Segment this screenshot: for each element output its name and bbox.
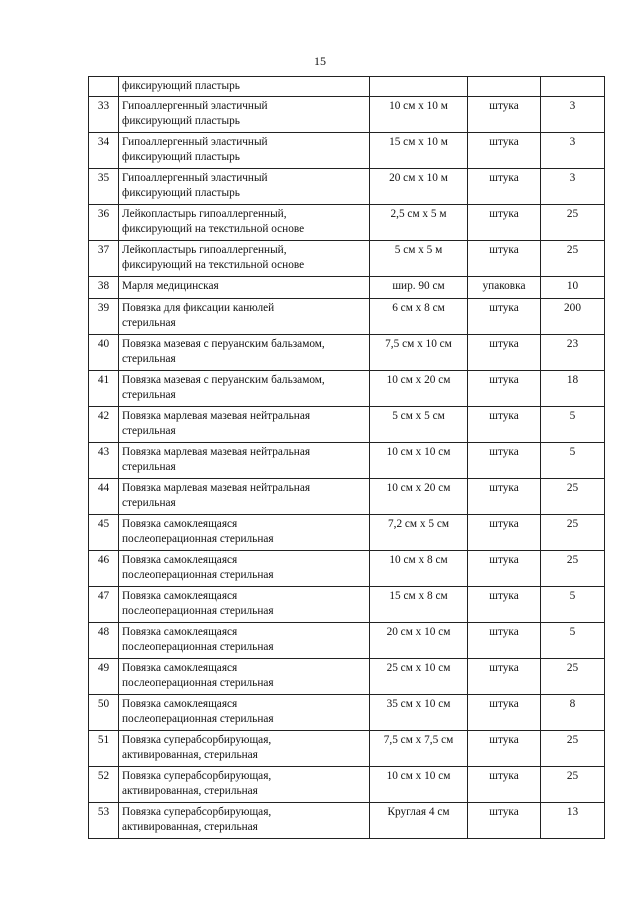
cell-number: 40 — [89, 335, 119, 371]
cell-name-line: активированная, стерильная — [122, 821, 258, 833]
cell-name-line: Повязка самоклеящаяся — [122, 518, 238, 530]
table-row — [89, 731, 605, 767]
cell-name-line: Повязка самоклеящаяся — [122, 590, 238, 602]
cell-quantity: 25 — [541, 659, 605, 695]
cell-size: 7,5 см х 10 см — [370, 335, 468, 371]
cell-name — [119, 299, 370, 335]
cell-name-line: послеоперационная стерильная — [122, 569, 274, 581]
table-row — [89, 623, 605, 659]
cell-name — [119, 767, 370, 803]
cell-quantity: 25 — [541, 479, 605, 515]
cell-name-line: Гипоаллергенный эластичный — [122, 172, 268, 184]
cell-number: 34 — [89, 133, 119, 169]
cell-name — [119, 335, 370, 371]
cell-unit: штука — [468, 299, 541, 335]
cell-name — [119, 241, 370, 277]
cell-quantity: 23 — [541, 335, 605, 371]
cell-name — [119, 97, 370, 133]
cell-size: 10 см х 20 см — [370, 479, 468, 515]
cell-name — [119, 659, 370, 695]
specification-table — [88, 76, 605, 839]
cell-unit: упаковка — [468, 277, 541, 299]
cell-name-line: Лейкопластырь гипоаллергенный, — [122, 244, 287, 256]
cell-unit: штука — [468, 623, 541, 659]
cell-size: 10 см х 10 см — [370, 767, 468, 803]
cell-unit: штука — [468, 241, 541, 277]
cell-name-line: стерильная — [122, 497, 176, 509]
cell-number: 41 — [89, 371, 119, 407]
cell-size: 20 см х 10 м — [370, 169, 468, 205]
cell-name-line: стерильная — [122, 353, 176, 365]
table-row — [89, 277, 605, 299]
cell-name-line: Повязка суперабсорбирующая, — [122, 770, 272, 782]
cell-name-line: активированная, стерильная — [122, 749, 258, 761]
table-body — [89, 77, 605, 839]
cell-unit: штука — [468, 695, 541, 731]
table-row — [89, 695, 605, 731]
cell-size: 10 см х 20 см — [370, 371, 468, 407]
cell-name-line: фиксирующий на текстильной основе — [122, 223, 305, 235]
page-number: 15 — [314, 54, 326, 68]
table-row — [89, 515, 605, 551]
cell-name-line: Повязка самоклеящаяся — [122, 662, 238, 674]
cell-quantity: 25 — [541, 515, 605, 551]
cell-name-line: Гипоаллергенный эластичный — [122, 100, 268, 112]
cell-quantity: 25 — [541, 241, 605, 277]
cell-name-line: стерильная — [122, 317, 176, 329]
cell-size: 35 см х 10 см — [370, 695, 468, 731]
cell-number: 42 — [89, 407, 119, 443]
cell-number: 44 — [89, 479, 119, 515]
cell-number: 43 — [89, 443, 119, 479]
cell-unit: штука — [468, 659, 541, 695]
cell-name-line: послеоперационная стерильная — [122, 533, 274, 545]
cell-number: 49 — [89, 659, 119, 695]
cell-unit: штука — [468, 335, 541, 371]
cell-name-line: стерильная — [122, 461, 176, 473]
cell-unit: штука — [468, 133, 541, 169]
cell-unit: штука — [468, 587, 541, 623]
cell-name-line: послеоперационная стерильная — [122, 641, 274, 653]
cell-name — [119, 695, 370, 731]
cell-quantity: 5 — [541, 443, 605, 479]
table-row — [89, 803, 605, 839]
cell-name-line: послеоперационная стерильная — [122, 677, 274, 689]
cell-quantity: 25 — [541, 731, 605, 767]
cell-size: 15 см х 10 м — [370, 133, 468, 169]
cell-name-line: Повязка суперабсорбирующая, — [122, 806, 272, 818]
cell-size: 6 см х 8 см — [370, 299, 468, 335]
cell-quantity: 5 — [541, 623, 605, 659]
cell-size: шир. 90 см — [370, 277, 468, 299]
cell-number: 39 — [89, 299, 119, 335]
cell-name-line: фиксирующий на текстильной основе — [122, 259, 305, 271]
cell-unit: штука — [468, 407, 541, 443]
cell-name-line: фиксирующий пластырь — [122, 151, 240, 163]
cell-name-line: активированная, стерильная — [122, 785, 258, 797]
table-row — [89, 133, 605, 169]
table-row — [89, 659, 605, 695]
table-row — [89, 371, 605, 407]
cell-name — [119, 371, 370, 407]
cell-unit: штука — [468, 169, 541, 205]
cell-number: 46 — [89, 551, 119, 587]
cell-quantity: 8 — [541, 695, 605, 731]
cell-name — [119, 551, 370, 587]
cell-name — [119, 407, 370, 443]
cell-name-line: Повязка самоклеящаяся — [122, 698, 238, 710]
cell-unit: штука — [468, 205, 541, 241]
cell-name — [119, 277, 370, 299]
cell-name — [119, 515, 370, 551]
table-row — [89, 335, 605, 371]
table-row — [89, 241, 605, 277]
cell-quantity: 200 — [541, 299, 605, 335]
table-row — [89, 767, 605, 803]
cell-name — [119, 205, 370, 241]
cell-quantity: 3 — [541, 97, 605, 133]
cell-quantity: 3 — [541, 169, 605, 205]
cell-name-line: стерильная — [122, 389, 176, 401]
cell-number: 33 — [89, 97, 119, 133]
cell-name — [119, 133, 370, 169]
cell-name-line: Марля медицинская — [122, 280, 219, 292]
cell-size: 5 см х 5 м — [370, 241, 468, 277]
cell-unit: штука — [468, 97, 541, 133]
cell-size: Круглая 4 см — [370, 803, 468, 839]
cell-quantity — [541, 77, 605, 97]
cell-name-line: Повязка самоклеящаяся — [122, 554, 238, 566]
cell-quantity: 13 — [541, 803, 605, 839]
cell-size: 2,5 см х 5 м — [370, 205, 468, 241]
cell-quantity: 3 — [541, 133, 605, 169]
cell-name-line: Лейкопластырь гипоаллергенный, — [122, 208, 287, 220]
cell-number: 48 — [89, 623, 119, 659]
cell-number: 52 — [89, 767, 119, 803]
table-row — [89, 169, 605, 205]
cell-size: 7,5 см х 7,5 см — [370, 731, 468, 767]
cell-name-line: Гипоаллергенный эластичный — [122, 136, 268, 148]
cell-name: фиксирующий пластырь — [119, 77, 370, 97]
cell-name-line: фиксирующий пластырь — [122, 187, 240, 199]
cell-size: 15 см х 8 см — [370, 587, 468, 623]
cell-quantity: 18 — [541, 371, 605, 407]
cell-name — [119, 623, 370, 659]
table-row — [89, 551, 605, 587]
table-row — [89, 205, 605, 241]
cell-name — [119, 803, 370, 839]
cell-name — [119, 443, 370, 479]
cell-quantity: 10 — [541, 277, 605, 299]
table-row — [89, 407, 605, 443]
cell-name-line: Повязка марлевая мазевая нейтральная — [122, 446, 311, 458]
cell-name-line: Повязка марлевая мазевая нейтральная — [122, 410, 311, 422]
cell-unit: штука — [468, 443, 541, 479]
cell-name — [119, 169, 370, 205]
cell-quantity: 25 — [541, 205, 605, 241]
cell-name — [119, 731, 370, 767]
cell-name-line: Повязка мазевая с перуанским бальзамом, — [122, 374, 325, 386]
cell-name-line: послеоперационная стерильная — [122, 605, 274, 617]
cell-number: 50 — [89, 695, 119, 731]
cell-unit — [468, 77, 541, 97]
cell-name-line: Повязка для фиксации канюлей — [122, 302, 275, 314]
cell-size: 10 см х 10 см — [370, 443, 468, 479]
cell-unit: штука — [468, 731, 541, 767]
cell-name-line: Повязка мазевая с перуанским бальзамом, — [122, 338, 325, 350]
cell-quantity: 25 — [541, 551, 605, 587]
cell-name-line: фиксирующий пластырь — [122, 115, 240, 127]
cell-name-line: Повязка самоклеящаяся — [122, 626, 238, 638]
table-row-continuation — [89, 77, 605, 97]
cell-name — [119, 587, 370, 623]
table-row — [89, 97, 605, 133]
cell-number: 51 — [89, 731, 119, 767]
cell-name-line: послеоперационная стерильная — [122, 713, 274, 725]
cell-number: 38 — [89, 277, 119, 299]
cell-name-line: стерильная — [122, 425, 176, 437]
table-row — [89, 587, 605, 623]
cell-name-line: Повязка суперабсорбирующая, — [122, 734, 272, 746]
cell-number: 53 — [89, 803, 119, 839]
cell-number: 36 — [89, 205, 119, 241]
cell-quantity: 5 — [541, 587, 605, 623]
cell-unit: штука — [468, 371, 541, 407]
cell-number: 45 — [89, 515, 119, 551]
cell-unit: штука — [468, 479, 541, 515]
cell-size — [370, 77, 468, 97]
cell-size: 25 см х 10 см — [370, 659, 468, 695]
cell-size: 5 см х 5 см — [370, 407, 468, 443]
table-row — [89, 299, 605, 335]
cell-number: 37 — [89, 241, 119, 277]
cell-size: 7,2 см х 5 см — [370, 515, 468, 551]
cell-name — [119, 479, 370, 515]
cell-number: 35 — [89, 169, 119, 205]
cell-size: 10 см х 10 м — [370, 97, 468, 133]
cell-number: 47 — [89, 587, 119, 623]
cell-size: 20 см х 10 см — [370, 623, 468, 659]
cell-quantity: 5 — [541, 407, 605, 443]
cell-unit: штука — [468, 767, 541, 803]
cell-unit: штука — [468, 515, 541, 551]
table-row — [89, 443, 605, 479]
cell-name-line: Повязка марлевая мазевая нейтральная — [122, 482, 311, 494]
cell-unit: штука — [468, 551, 541, 587]
table-row — [89, 479, 605, 515]
cell-number — [89, 77, 119, 97]
cell-quantity: 25 — [541, 767, 605, 803]
cell-unit: штука — [468, 803, 541, 839]
cell-size: 10 см х 8 см — [370, 551, 468, 587]
